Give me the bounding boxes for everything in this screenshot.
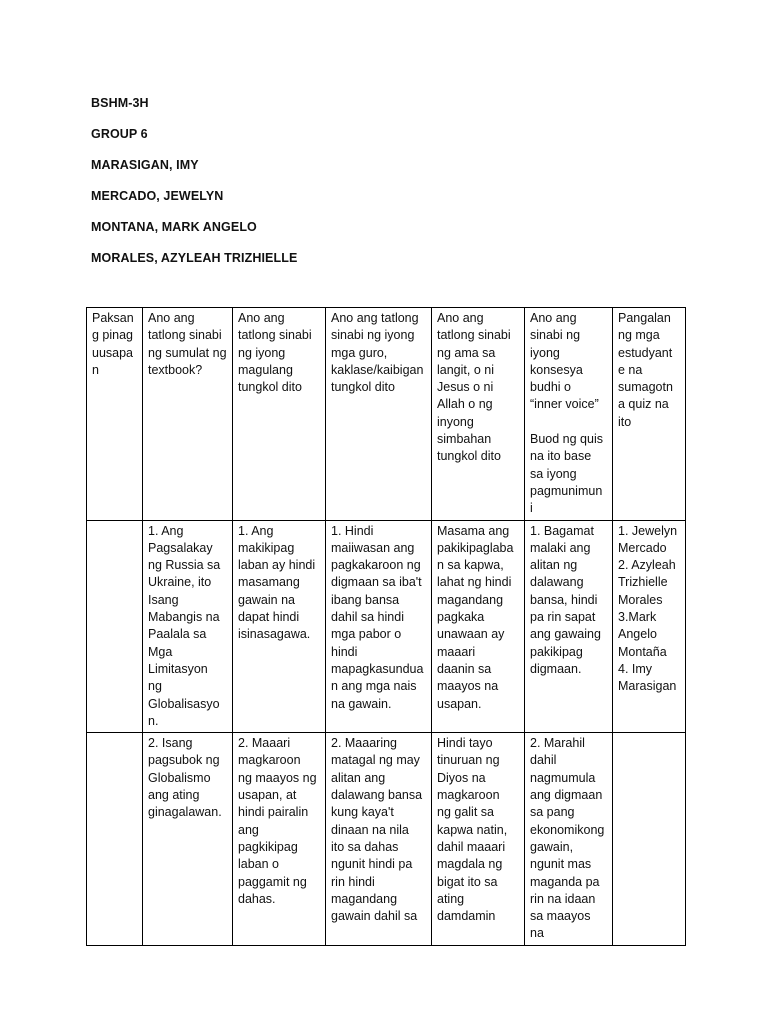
table-header-cell: Ano ang tatlong sinabi ng sumulat ng textbook? (143, 308, 233, 521)
table-cell: Hindi tayo tinuruan ng Diyos na magkaroon ng galit sa kapwa natin, dahil maaari magdala ng bigat ito sa ating damdamin (432, 733, 525, 946)
table-header-row (87, 308, 686, 521)
table-cell (87, 733, 143, 946)
table-header-cell: Paksan g pinag uusapa n (87, 308, 143, 521)
table-header-cell: Ano ang sinabi ng iyong konsesya budhi o “inner voice” Buod ng quis na ito base sa iyong pagmunimun i (525, 308, 613, 521)
class-section: BSHM-3H (91, 96, 149, 110)
table-header-cell: Pangalan ng mga estudyant e na sumagotn a quiz na ito (613, 308, 686, 521)
table-cell: 2. Maaaring matagal ng may alitan ang dalawang bansa kung kaya't dinaan na nila ito sa dahas ngunit hindi pa rin hindi magandang gawain dahil sa (326, 733, 432, 946)
member-name: MARASIGAN, IMY (91, 158, 199, 172)
table-header-cell: Ano ang tatlong sinabi ng iyong mga guro, kaklase/kaibigan tungkol dito (326, 308, 432, 521)
table-cell: 1. Hindi maiiwasan ang pagkakaroon ng digmaan sa iba't ibang bansa dahil sa hindi mga pabor o hindi mapagkasundua n ang mga nais na gawain. (326, 520, 432, 733)
table-cell: 1. Bagamat malaki ang alitan ng dalawang bansa, hindi pa rin sapat ang gawaing pakikipag digmaan. (525, 520, 613, 733)
reflection-table (86, 307, 686, 946)
table-cell: Masama ang pakikipaglaba n sa kapwa, lahat ng hindi magandang pagkaka unawaan ay maaari daanin sa maayos na usapan. (432, 520, 525, 733)
table-cell: 1. Ang makikipag laban ay hindi masamang gawain na dapat hindi isinasagawa. (233, 520, 326, 733)
table-cell (613, 733, 686, 946)
table-cell: 1. Ang Pagsalakay ng Russia sa Ukraine, ito Isang Mabangis na Paalala sa Mga Limitasyon ng Globalisasyo n. (143, 520, 233, 733)
table-cell: 2. Marahil dahil nagmumula ang digmaan sa pang ekonomikong gawain, ngunit mas maganda pa rin na idaan sa maayos na (525, 733, 613, 946)
table-row (87, 520, 686, 733)
table-cell: 2. Maaari magkaroon ng maayos ng usapan, at hindi pairalin ang pagkikipag laban o paggamit ng dahas. (233, 733, 326, 946)
table-cell: 2. Isang pagsubok ng Globalismo ang ating ginagalawan. (143, 733, 233, 946)
member-name: MONTANA, MARK ANGELO (91, 220, 257, 234)
table-cell (87, 520, 143, 733)
table-cell: 1. Jewelyn Mercado 2. Azyleah Trizhielle Morales 3.Mark Angelo Montaña 4. Imy Marasigan (613, 520, 686, 733)
table-header-cell: Ano ang tatlong sinabi ng iyong magulang tungkol dito (233, 308, 326, 521)
table-row (87, 733, 686, 946)
member-name: MORALES, AZYLEAH TRIZHIELLE (91, 251, 298, 265)
member-name: MERCADO, JEWELYN (91, 189, 224, 203)
document-header (91, 96, 297, 282)
table-header-cell: Ano ang tatlong sinabi ng ama sa langit, o ni Jesus o ni Allah o ng inyong simbahan tungkol dito (432, 308, 525, 521)
group-number: GROUP 6 (91, 127, 148, 141)
